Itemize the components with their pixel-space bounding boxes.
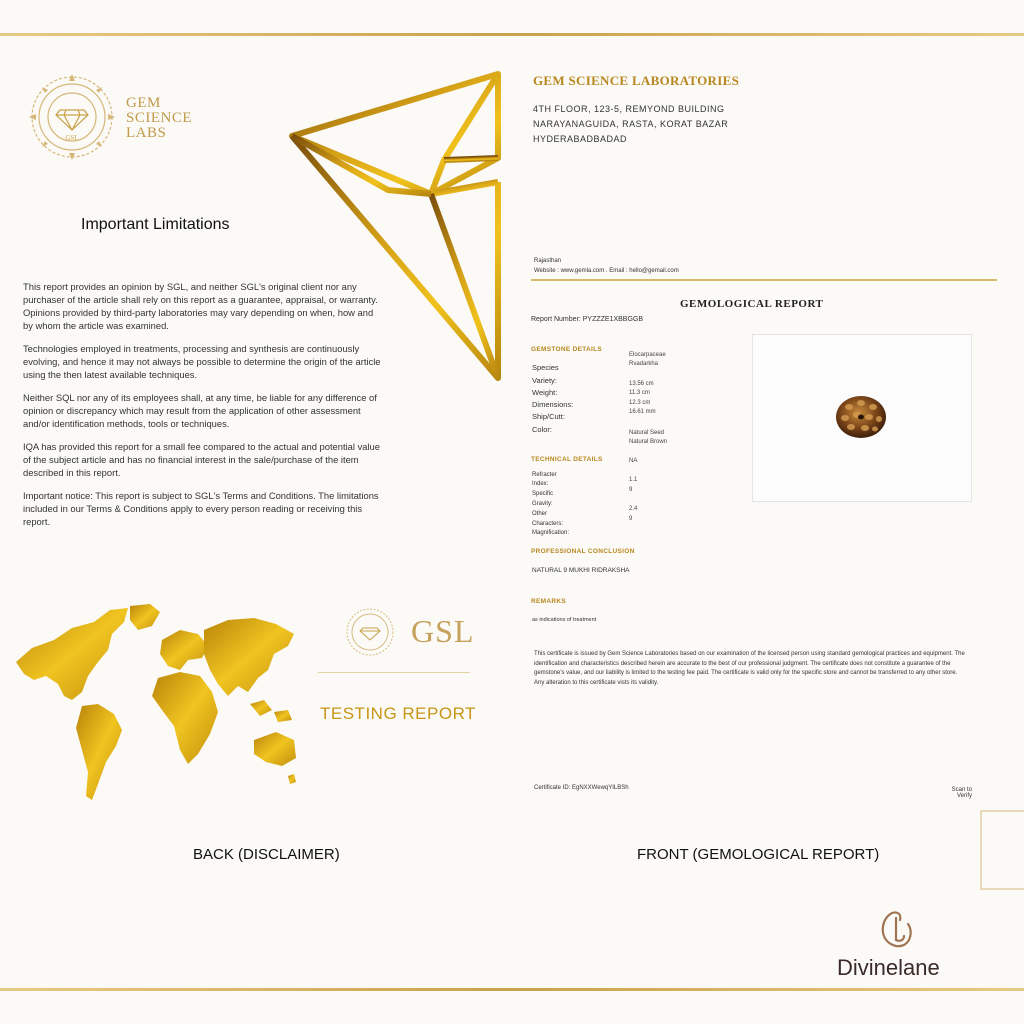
gem-photo-frame <box>752 334 972 502</box>
gem-label: Ship/Cutt: <box>532 412 565 421</box>
wordmark-line1: GEM <box>126 95 161 111</box>
state-text: Rajasthan <box>534 258 562 264</box>
tech-label: Refracter <box>532 472 557 478</box>
disclaimer-paragraph: Neither SQL nor any of its employees shall, at any time, be liable for any difference of opinion or discrepancy which may result from the application of other assessment and/or identification methods, tools or techniques. <box>23 392 377 429</box>
address-line: HYDERABADBADAD <box>533 134 628 144</box>
report-number: Report Number: PYZZZE1XBBGGB <box>531 316 644 323</box>
tech-value: 1.1 <box>629 477 638 483</box>
gem-label: Dimensions: <box>532 400 574 409</box>
gem-label: Weight: <box>532 388 558 397</box>
scan-line: Scan to <box>951 787 972 793</box>
conclusion-heading: PROFESSIONAL CONCLUSION <box>531 548 635 555</box>
tech-value: 9 <box>629 516 633 522</box>
scan-line: Verify <box>956 793 972 799</box>
tech-label: Gravity: <box>532 501 553 507</box>
tech-value: NA <box>629 458 638 464</box>
disclaimer-text <box>23 280 383 538</box>
gem-value: Natural Seed <box>629 430 665 436</box>
contact-text: Website : www.gemla.com . Email : hello@gemail.com <box>534 268 679 274</box>
tech-value: 2.4 <box>629 506 638 512</box>
address-line: NARAYANAGUIDA, RASTA, KORAT BAZAR <box>533 119 729 129</box>
gem-value: 12.3 cm <box>629 400 651 406</box>
gem-label: Species <box>532 363 559 372</box>
wordmark-line3: LABS <box>126 125 167 141</box>
tech-label: Other <box>532 511 548 517</box>
world-map-graphic <box>12 600 302 810</box>
brand-wordmark <box>126 96 192 141</box>
gem-value: Natural Brown <box>629 439 668 445</box>
qr-code-frame <box>980 810 1024 890</box>
lab-name: GEM SCIENCE LABORATORIES <box>533 73 740 88</box>
address-line: 4TH FLOOR, 123-5, REMYOND BUILDING <box>533 104 725 114</box>
rudraksha-bead-image <box>833 393 889 441</box>
testing-report-label: TESTING REPORT <box>320 704 476 723</box>
divinelane-watermark: Divinelane <box>837 955 940 980</box>
gem-label: Variety: <box>532 376 557 385</box>
gsl-divider <box>318 672 470 673</box>
tech-label: Characters: <box>532 521 564 527</box>
disclaimer-paragraph: IQA has provided this report for a small fee compared to the actual and potential value of the subject article and has no financial interest in the sale/purchase of the item described in this report. <box>23 441 380 478</box>
limitations-heading: Important Limitations <box>81 216 230 233</box>
remarks-text: as indications of treatment <box>532 617 597 623</box>
certificate-id: Certificate ID: EgNXXWewqYILBSh <box>534 785 629 791</box>
gem-value: Elocarpaceae <box>629 352 666 358</box>
gsl-small-seal <box>344 606 396 658</box>
disclaimer-paragraph: Important notice: This report is subject to SGL's Terms and Conditions. The limitations included in our Terms & Conditions apply to every person reading or receiving this report. <box>23 490 379 527</box>
report-title: GEMOLOGICAL REPORT <box>680 298 824 310</box>
top-gold-rule <box>0 33 1024 36</box>
gem-value: Rvadarkha <box>629 361 659 367</box>
gem-value: 11.3 cm <box>629 390 650 396</box>
disclaimer-paragraph: This report provides an opinion by SGL, and neither SGL's original client nor any purchaser of the article shall rely on this report as a guarantee, appraisal, or warranty. Opinions provided by third-party laboratories may vary depending on when, how and by whom the article was examined. <box>23 281 378 331</box>
header-divider <box>531 279 997 281</box>
bottom-gold-rule <box>0 988 1024 991</box>
scan-to-verify <box>946 787 972 799</box>
gemstone-details-heading: GEMSTONE DETAILS <box>531 346 603 353</box>
tech-value: 9 <box>629 487 633 493</box>
divinelane-leaf-icon <box>876 906 916 952</box>
remarks-heading: REMARKS <box>531 598 566 605</box>
certificate-statement: This certificate is issued by Gem Science Laboratories based on our examination of the licensed person using standard gemological practices and equipment. The identification and characteristics described herein are accurate to the best of our professional judgment. The certificate does not constitute a guarantee of the gemstone's value, and our liability is limited to the testing fee paid. The certificate is valid only for the specific store and cannot be transferred to any other store. Any alteration to this certificate vists its validity. <box>534 651 965 686</box>
conclusion-text: NATURAL 9 MUKHI RIDRAKSHA <box>532 567 630 574</box>
tech-label: Index: <box>532 481 549 487</box>
tech-label: Specific <box>532 491 554 497</box>
seal-text: GSL <box>65 134 79 142</box>
gem-value: 13.56 cm <box>629 381 654 387</box>
gem-label: Color: <box>532 425 553 434</box>
tech-label: Magnification: <box>532 530 570 536</box>
back-caption: BACK (DISCLAIMER) <box>193 846 340 863</box>
gsl-logo-text: GSL <box>411 613 475 649</box>
wordmark-line2: SCIENCE <box>126 110 193 126</box>
technical-details-heading: TECHNICAL DETAILS <box>531 456 603 463</box>
front-caption: FRONT (GEMOLOGICAL REPORT) <box>637 846 880 863</box>
gsl-seal-logo <box>27 72 117 162</box>
disclaimer-paragraph: Technologies employed in treatments, processing and synthesis are continuously evolving, and hence it may not always be possible to determine the origin of the article using the then latest available techniques. <box>23 343 381 380</box>
gem-value: 16.61 mm <box>629 409 656 415</box>
